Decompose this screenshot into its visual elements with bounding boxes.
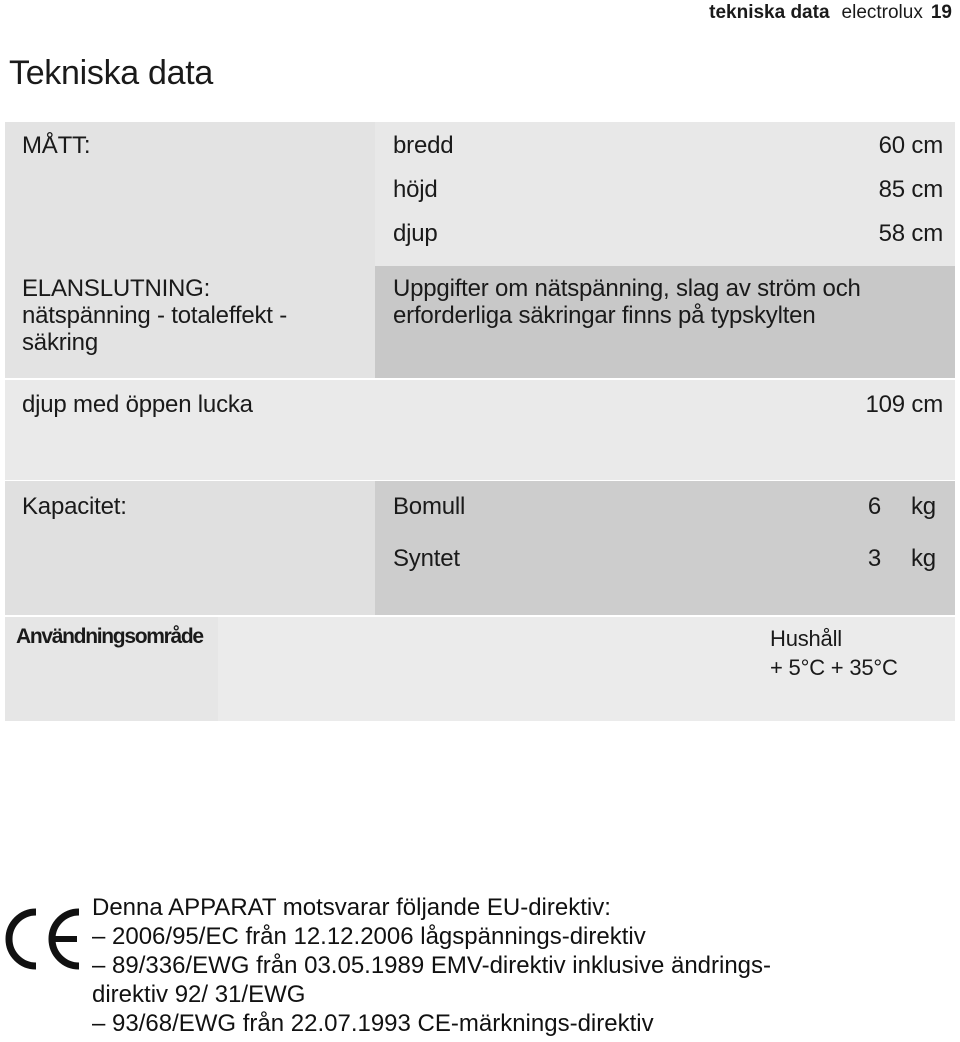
electrical-label-1: ELANSLUTNING: — [22, 275, 211, 302]
usage-panel — [5, 617, 955, 721]
dimension-name-width: bredd — [393, 132, 454, 159]
compliance-intro: Denna APPARAT motsvarar följande EU-direktiv: — [92, 894, 611, 921]
capacity-name-synthetic: Syntet — [393, 545, 460, 572]
dimensions-label: MÅTT: — [22, 132, 91, 159]
header-brand: electrolux — [841, 2, 923, 23]
capacity-unit-cotton: kg — [911, 493, 936, 520]
dimension-name-depth: djup — [393, 220, 438, 247]
page-title: Tekniska data — [9, 54, 214, 92]
capacity-panel — [5, 481, 955, 615]
electrical-label-2: nätspänning - totaleffekt - — [22, 302, 287, 329]
open-depth-panel — [5, 380, 955, 480]
compliance-item: – 89/336/EWG från 03.05.1989 EMV-direktiv inklusive ändrings- — [92, 952, 772, 979]
capacity-label: Kapacitet: — [22, 493, 127, 520]
dimension-value-depth: 58 cm — [878, 220, 943, 247]
page-header — [709, 0, 952, 26]
capacity-value-cotton: 6 — [867, 493, 881, 520]
usage-value-2: + 5°C + 35°C — [770, 655, 898, 680]
capacity-value-synthetic: 3 — [867, 545, 881, 572]
dimension-name-height: höjd — [393, 176, 438, 203]
electrical-label-3: säkring — [22, 329, 98, 356]
capacity-name-cotton: Bomull — [393, 493, 466, 520]
compliance-item: direktiv 92/ 31/EWG — [92, 981, 306, 1008]
compliance-item: – 93/68/EWG från 22.07.1993 CE-märknings-direktiv — [92, 1010, 654, 1037]
open-depth-label: djup med öppen lucka — [22, 391, 253, 418]
electrical-text-2: erforderliga säkringar finns på typskylten — [393, 302, 816, 329]
usage-label: Användningsområde — [16, 625, 203, 648]
capacity-unit-synthetic: kg — [911, 545, 936, 572]
ce-mark-icon — [5, 908, 83, 970]
dimension-value-width: 60 cm — [878, 132, 943, 159]
page-number: 19 — [930, 2, 952, 23]
open-depth-value: 109 cm — [865, 391, 943, 418]
compliance-item: – 2006/95/EC från 12.12.2006 lågspännings-direktiv — [92, 923, 646, 950]
usage-value-1: Hushåll — [770, 626, 842, 651]
dimension-value-height: 85 cm — [878, 176, 943, 203]
compliance-text — [92, 893, 771, 1038]
header-section: tekniska data — [709, 2, 830, 23]
dimensions-panel — [5, 122, 955, 378]
electrical-text-1: Uppgifter om nätspänning, slag av ström och — [393, 275, 861, 302]
